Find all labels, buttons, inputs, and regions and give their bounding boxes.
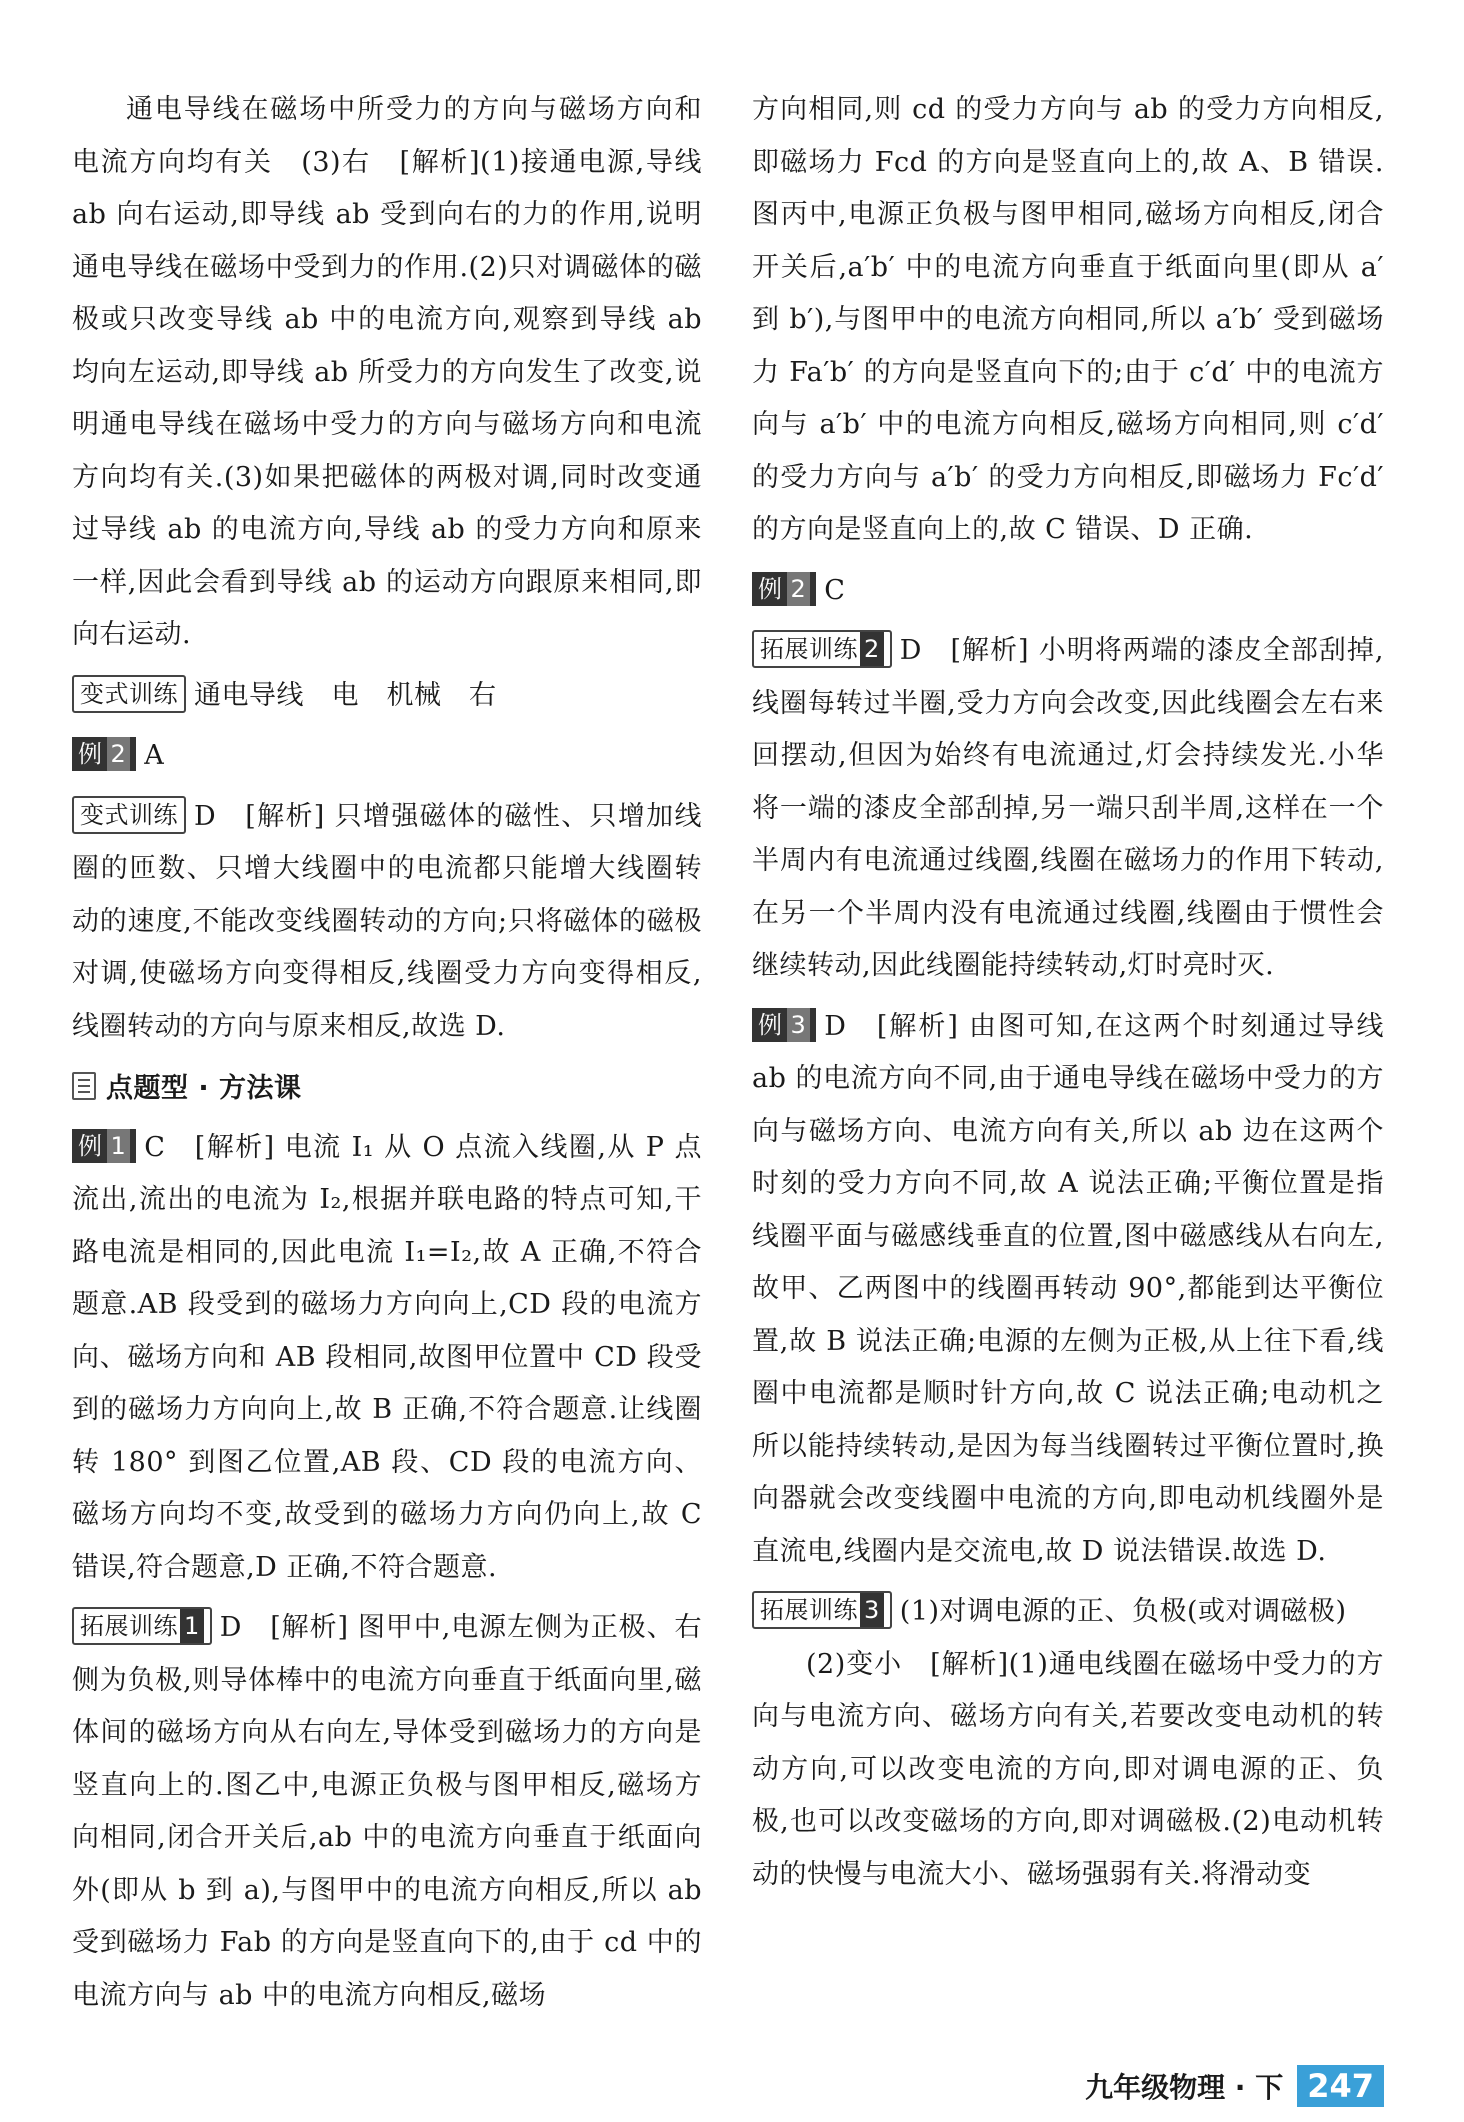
variant-training-text: 通电导线 电 机械 右 <box>194 679 497 711</box>
continued-paragraph: 方向相同,则 cd 的受力方向与 ab 的受力方向相反,即磁场力 Fcd 的方向是竖直向上的,故 A、B 错误.图丙中,电源正负极与图甲相同,磁场方向相反,闭合开关后,a′b′ 中的电流方向垂直于纸面向里(即从 a′ 到 b′),与图甲中的电流方向相同,所以 a′b′ 受到磁场力 Fa′b′ 的方向是竖直向下的;由于 c′d′ 中的电流方向与 a′b′ 中的电流方向相反,磁场方向相同,则 c′d′ 的受力方向与 a′b′ 的受力方向相反,即磁场力 Fc′d′ 的方向是竖直向上的,故 C 错误、D 正确. <box>752 94 1384 545</box>
left-column <box>72 84 702 2022</box>
example-tag <box>752 1008 816 1042</box>
example-text: A <box>144 740 165 771</box>
page-footer <box>1085 2065 1384 2107</box>
extension-number: 1 <box>180 1609 204 1643</box>
extension-training-2 <box>752 625 1384 993</box>
example-label: 例 <box>758 574 783 603</box>
extension-training-text: (1)对调电源的正、负极(或对调磁极) <box>899 1596 1347 1627</box>
book-icon <box>72 1072 96 1100</box>
answer-paragraph: 通电导线在磁场中所受力的方向与磁场方向和电流方向均有关 (3)右 [解析](1)接通电源,导线 ab 向右运动,即导线 ab 受到向右的力的作用,说明通电导线在磁场中受到力的作用.(2)只对调磁体的磁极或只改变导线 ab 中的电流方向,观察到导线 ab 均向左运动,即导线 ab 所受力的方向发生了改变,说明通电导线在磁场中受力的方向与磁场方向和电流方向均有关.(3)如果把磁体的两极对调,同时改变通过导线 ab 的电流方向,导线 ab 的受力方向和原来一样,因此会看到导线 ab 的运动方向跟原来相同,即向右运动. <box>72 94 702 650</box>
example-label: 例 <box>78 740 103 768</box>
variant-training-tag: 变式训练 <box>72 796 186 834</box>
example-tag <box>72 737 136 771</box>
example-tag <box>752 572 816 606</box>
example-2-left <box>72 730 702 783</box>
section-title: 点题型 · 方法课 <box>106 1073 302 1104</box>
section-heading <box>72 1063 702 1116</box>
extension-number: 3 <box>860 1593 884 1627</box>
extension-training-text: D [解析] 图甲中,电源左侧为正极、右侧为负极,则导体棒中的电流方向垂直于纸面向里,磁体间的磁场方向从右向左,导体受到磁场力的方向是竖直向上的.图乙中,电源正负极与图甲相反,磁场方向相同,闭合开关后,ab 中的电流方向垂直于纸面向外(即从 b 到 a),与图甲中的电流方向相反,所以 ab 受到磁场力 Fab 的方向是竖直向下的,由于 cd 中的电流方向与 ab 中的电流方向相反,磁场 <box>72 1612 702 2011</box>
variant-training-2 <box>72 791 702 1054</box>
extension-training-text: D [解析] 小明将两端的漆皮全部刮掉,线圈每转过半圈,受力方向会改变,因此线圈会左右来回摆动,但因为始终有电流通过,灯会持续发光.小华将一端的漆皮全部刮掉,另一端只刮半周,这样在一个半周内有电流通过线圈,线圈在磁场力的作用下转动,在另一个半周内没有电流通过线圈,线圈由于惯性会继续转动,因此线圈能持续转动,灯时亮时灭. <box>752 635 1384 981</box>
example-number: 3 <box>787 1008 811 1042</box>
example-label: 例 <box>78 1131 103 1160</box>
extension-label: 拓展训练 <box>760 1596 858 1624</box>
extension-training-1 <box>72 1602 702 2022</box>
variant-training-1 <box>72 670 702 723</box>
example-text: D [解析] 由图可知,在这两个时刻通过导线 ab 的电流方向不同,由于通电导线在磁场中受力的方向与磁场方向、电流方向有关,所以 ab 边在这两个时刻的受力方向不同,故 A 说法正确;平衡位置是指线圈平面与磁感线垂直的位置,图中磁感线从右向左,故甲、乙两图中的线圈再转动 90°,都能到达平衡位置,故 B 说法正确;电源的左侧为正极,从上往下看,线圈中电流都是顺时针方向,故 C 说法正确;电动机之所以能持续转动,是因为每当线圈转过平衡位置时,换向器就会改变线圈中电流的方向,即电动机线圈外是直流电,线圈内是交流电,故 D 说法错误.故选 D. <box>752 1010 1384 1567</box>
example-2-right <box>752 565 1384 618</box>
right-column <box>752 84 1384 1901</box>
example-1-method <box>72 1122 702 1595</box>
example-text: C <box>824 574 846 606</box>
variant-training-tag: 变式训练 <box>72 675 186 713</box>
example-number: 1 <box>107 1129 131 1163</box>
example-label: 例 <box>758 1010 783 1039</box>
variant-training-text: D [解析] 只增强磁体的磁性、只增加线圈的匝数、只增大线圈中的电流都只能增大线圈转动的速度,不能改变线圈转动的方向;只将磁体的磁极对调,使磁场方向变得相反,线圈受力方向变得相反,线圈转动的方向与原来相反,故选 D. <box>72 800 702 1042</box>
example-number: 2 <box>107 737 131 771</box>
extension-training-3 <box>752 1586 1384 1639</box>
page-number: 247 <box>1297 2065 1384 2107</box>
extension-number: 2 <box>860 632 884 666</box>
extension-training-tag <box>752 630 892 668</box>
example-tag <box>72 1129 136 1163</box>
subject-label: 九年级物理 · 下 <box>1085 2071 1284 2104</box>
example-text: C [解析] 电流 I₁ 从 O 点流入线圈,从 P 点流出,流出的电流为 I₂,根据并联电路的特点可知,干路电流是相同的,因此电流 I₁=I₂,故 A 正确,不符合题意.AB 段受到的磁场力方向向上,CD 段的电流方向、磁场方向和 AB 段相同,故图甲位置中 CD 段受到的磁场力方向向上,故 B 正确,不符合题意.让线圈转 180° 到图乙位置,AB 段、CD 段的电流方向、磁场方向均不变,故受到的磁场力方向仍向上,故 C 错误,符合题意,D 正确,不符合题意. <box>72 1131 702 1583</box>
extension-label: 拓展训练 <box>80 1612 178 1640</box>
extension-training-tag <box>752 1591 892 1629</box>
extension-training-3-continued: (2)变小 [解析](1)通电线圈在磁场中受力的方向与电流方向、磁场方向有关,若要改变电动机的转动方向,可以改变电流的方向,即对调电源的正、负极,也可以改变磁场的方向,即对调磁极.(2)电动机转动的快慢与电流大小、磁场强弱有关.将滑动变 <box>752 1648 1384 1890</box>
example-3 <box>752 1001 1384 1579</box>
extension-label: 拓展训练 <box>760 635 858 663</box>
extension-training-tag <box>72 1607 212 1645</box>
example-number: 2 <box>787 572 811 606</box>
